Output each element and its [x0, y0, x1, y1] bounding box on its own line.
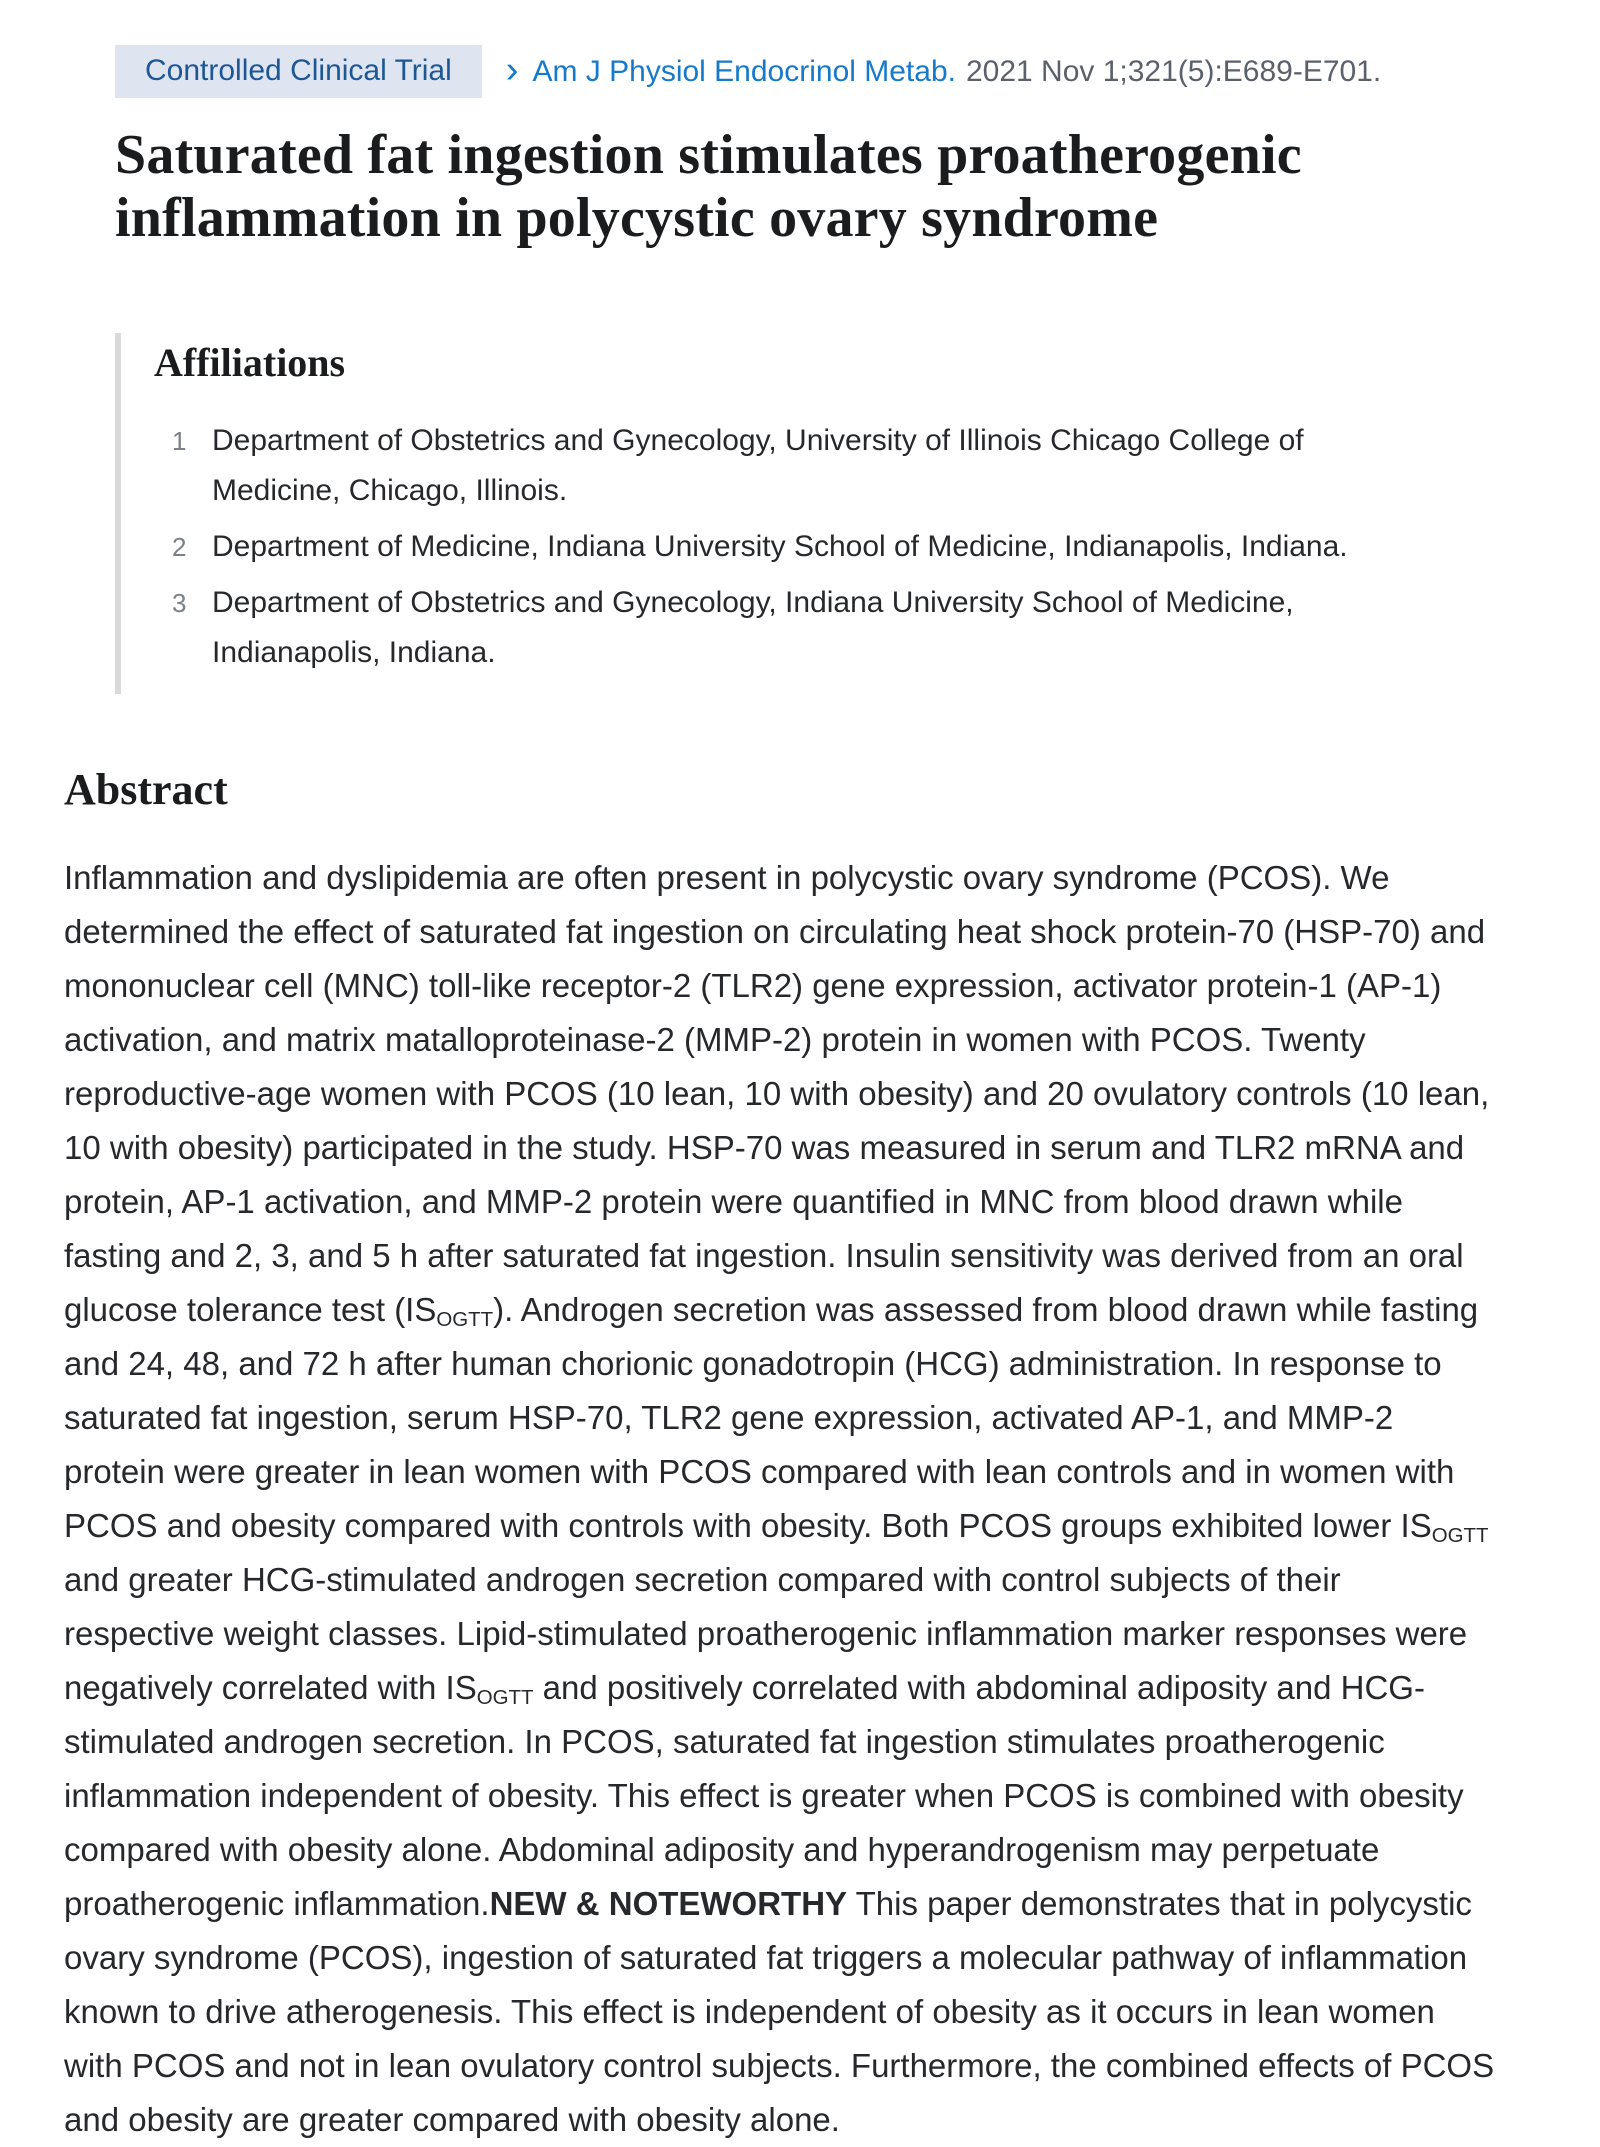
affiliation-text: Department of Obstetrics and Gynecology, Indiana University School of Medicine, Indianapolis, Indiana. [212, 585, 1294, 669]
affiliation-text: Department of Medicine, Indiana University School of Medicine, Indianapolis, Indiana. [212, 529, 1348, 563]
chevron-right-icon: › [505, 48, 519, 91]
citation-row [115, 45, 1600, 98]
affiliations-section [115, 333, 1600, 694]
affiliation-number: 1 [172, 425, 187, 456]
article-header [0, 45, 1600, 694]
affiliations-heading: Affiliations [154, 339, 346, 385]
abstract-section [64, 764, 1600, 2147]
abstract-heading: Abstract [64, 764, 228, 814]
journal-link[interactable]: Am J Physiol Endocrinol Metab. [532, 54, 956, 88]
affiliations-list [172, 416, 1600, 678]
affiliation-text: Department of Obstetrics and Gynecology, University of Illinois Chicago College of Medicine, Chicago, Illinois. [212, 423, 1304, 507]
article-title: Saturated fat ingestion stimulates proatherogenic inflammation in polycystic ovary syndrome [115, 124, 1302, 250]
affiliation-item [172, 522, 1600, 572]
affiliation-number: 3 [172, 587, 187, 618]
abstract-text: Inflammation and dyslipidemia are often present in polycystic ovary syndrome (PCOS). We determined the effect of saturated fat ingestion on circulating heat shock protein-70 (HSP-70) and mononuclear cell (MNC) toll-like receptor-2 (TLR2) gene expression, activator protein-1 (AP-1) activation, and matrix matalloproteinase-2 (MMP-2) protein in women with PCOS. Twenty reproductive-age women with PCOS (10 lean, 10 with obesity) and 20 ovulatory controls (10 lean, 10 with obesity) participated in the study. HSP-70 was measured in serum and TLR2 mRNA and protein, AP-1 activation, and MMP-2 protein were quantified in MNC from blood drawn while fasting and 2, 3, and 5 h after saturated fat ingestion. Insulin sensitivity was derived from an oral glucose tolerance test $(IS_{OGTT})$. Androgen secretion was assessed from blood drawn while fasting and 24, 48, and 72 h after human chorionic gonadotropin (HCG) administration. In response to saturated fat ingestion, serum HSP-70, TLR2 gene expression, activated AP-1, and MMP-2 protein were greater in lean women with PCOS compared with lean controls and in women with PCOS and obesity compared with controls with obesity. Both PCOS groups exhibited lower $IS_{OGTT}$ and greater HCG-stimulated androgen secretion compared with control subjects of their respective weight classes. Lipid-stimulated proatherogenic inflammation marker responses were negatively correlated with $IS_{OGTT}$ and positively correlated with abdominal adiposity and HCG-stimulated androgen secretion. In PCOS, saturated fat ingestion stimulates proatherogenic inflammation independent of obesity. This effect is greater when PCOS is combined with obesity compared with obesity alone. Abdominal adiposity and hyperandrogenism may perpetuate proatherogenic inflammation.NEW & NOTEWORTHY This paper demonstrates that in polycystic ovary syndrome (PCOS), ingestion of saturated fat triggers a molecular pathway of inflammation known to drive atherogenesis. This effect is independent of obesity as it occurs in lean women with PCOS and not in lean ovulatory control subjects. Furthermore, the combined effects of PCOS and obesity are greater compared with obesity alone. [64, 858, 1495, 2138]
publication-type-badge: Controlled Clinical Trial [115, 45, 482, 98]
affiliation-number: 2 [172, 531, 187, 562]
citation-text: 2021 Nov 1;321(5):E689-E701. [965, 54, 1382, 88]
affiliation-item [172, 578, 1600, 678]
affiliation-item [172, 416, 1600, 516]
